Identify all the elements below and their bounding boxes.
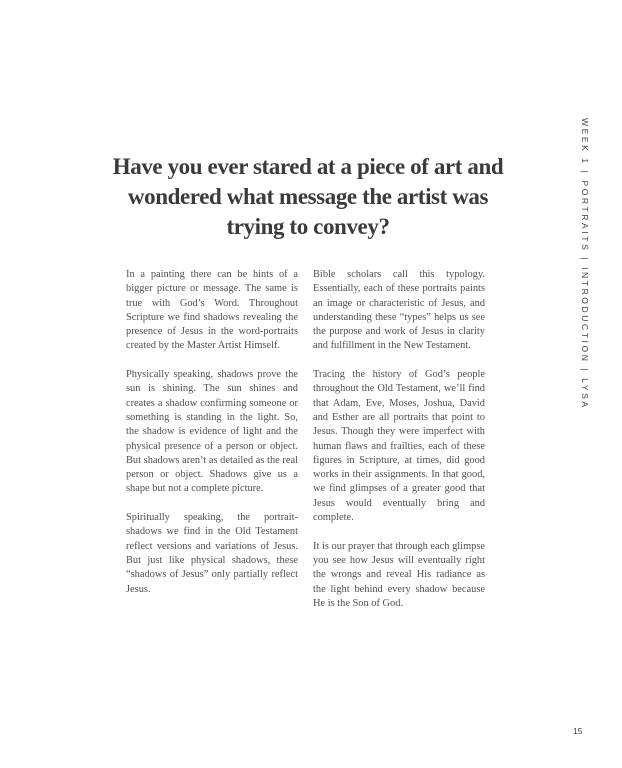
body-paragraph: In a painting there can be hints of a bigger picture or message. The same is true with God’s Word. Throughout Scripture we find shadows revealing the presence of Jesus in the word-portraits created by the Master Artist Himself. [126,269,298,352]
body-paragraph: Bible scholars call this typology. Essentially, each of these portraits paints an image or characteristic of Jesus, and understanding these “types” helps us see the purpose and work of Jesus in clarity and fulfillment in the New Testament. [313,269,485,352]
left-text-column [126,268,298,611]
body-paragraph: It is our prayer that through each glimpse you see how Jesus will eventually right the wrongs and reveal His radiance as the light behind every shadow because He is the Son of God. [313,540,485,609]
body-paragraph: Tracing the history of God’s people throughout the Old Testament, we’ll find that Adam, Eve, Moses, Joshua, David and Esther are all portraits that point to Jesus. Though they were imperfect with human flaws and frailties, each of these figures in Scripture, at times, did good works in their assignments. In that good, we find glimpses of a greater good that Jesus would eventually bring and complete. [313,369,485,524]
page-number: 15 [573,726,583,736]
page-headline: Have you ever stared at a piece of art and wondered what message the artist was trying to convey? [112,154,504,239]
body-paragraph: Physically speaking, shadows prove the sun is shining. The sun shines and creates a shadow confirming someone or something is standing in the light. So, the shadow is evidence of light and the physical presence of a person or object. But shadows aren’t as detailed as the real person or object. Shadows give us a shape but not a complete picture. [126,369,298,495]
section-side-label: WEEK 1 | PORTRAITS | INTRODUCTION | LYSA [580,118,590,410]
right-text-column [313,268,485,625]
body-paragraph: Spiritually speaking, the portrait-shadows we find in the Old Testament reflect versions and variations of Jesus. But just like physical shadows, these “shadows of Jesus” only partially reflect Jesus. [126,512,298,595]
